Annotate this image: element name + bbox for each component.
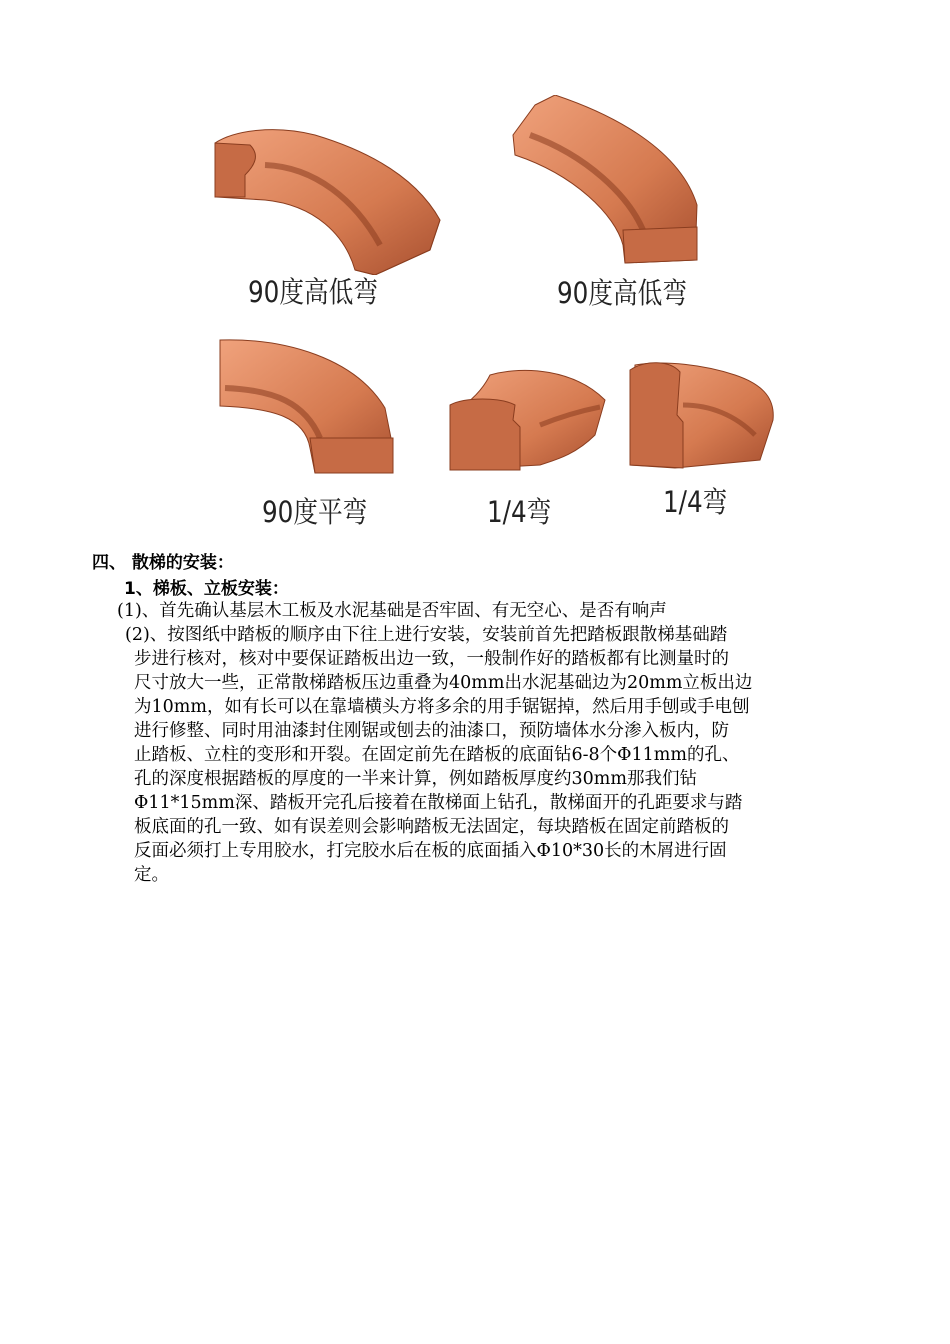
paragraph-line: 步进行核对，核对中要保证踏板出边一致，一般制作好的踏板都有比测量时的 — [134, 649, 729, 669]
handrail-bend-image — [205, 105, 445, 275]
figure-caption: 1/4弯 — [663, 485, 728, 519]
figure-90-flat-bend — [215, 338, 400, 528]
figure-caption: 90度平弯 — [262, 495, 368, 529]
figure-quarter-bend-middle — [445, 365, 610, 530]
figure-caption: 1/4弯 — [487, 495, 552, 529]
paragraph-line: 为10mm，如有长可以在靠墙横头方将多余的用手锯锯掉，然后用手刨或手电刨 — [134, 697, 750, 717]
figure-90-high-low-bend-left — [205, 105, 445, 309]
paragraph-line: 板底面的孔一致、如有误差则会影响踏板无法固定，每块踏板在固定前踏板的 — [134, 817, 729, 837]
figure-quarter-bend-right — [625, 360, 780, 525]
paragraph-line: 定。 — [134, 865, 169, 885]
item-2-paragraph — [125, 623, 895, 887]
handrail-bend-image — [445, 365, 610, 475]
figure-caption: 90度高低弯 — [248, 275, 378, 309]
paragraph-line: 止踏板、立柱的变形和开裂。在固定前先在踏板的底面钻6-8个Φ11mm的孔、 — [134, 745, 740, 765]
item-1-text: (1)、首先确认基层木工板及水泥基础是否牢固、有无空心、是否有响声 — [117, 601, 667, 621]
paragraph-line: 尺寸放大一些，正常散梯踏板压边重叠为40mm出水泥基础边为20mm立板出边 — [134, 673, 753, 693]
paragraph-line: 反面必须打上专用胶水，打完胶水后在板的底面插入Φ10*30长的木屑进行固 — [134, 841, 727, 861]
handrail-bend-image — [505, 95, 705, 265]
paragraph-line: Φ11*15mm深、踏板开完孔后接着在散梯面上钻孔，散梯面开的孔距要求与踏 — [134, 793, 743, 813]
section-heading: 四、 散梯的安装： — [92, 553, 234, 573]
item-1 — [117, 599, 667, 623]
figure-caption: 90度高低弯 — [557, 276, 687, 310]
handrail-bend-image — [625, 360, 780, 470]
handrail-bend-image — [215, 338, 400, 478]
section-subheading: 1、梯板、立板安装： — [124, 579, 289, 599]
paragraph-line: 进行修整、同时用油漆封住刚锯或刨去的油漆口，预防墙体水分渗入板内，防 — [134, 721, 729, 741]
paragraph-line: (2)、按图纸中踏板的顺序由下往上进行安装，安装前首先把踏板跟散梯基础踏 — [125, 625, 728, 645]
figure-90-high-low-bend-right — [505, 95, 705, 315]
paragraph-line: 孔的深度根据踏板的厚度的一半来计算，例如踏板厚度约30mm那我们钻 — [134, 769, 697, 789]
